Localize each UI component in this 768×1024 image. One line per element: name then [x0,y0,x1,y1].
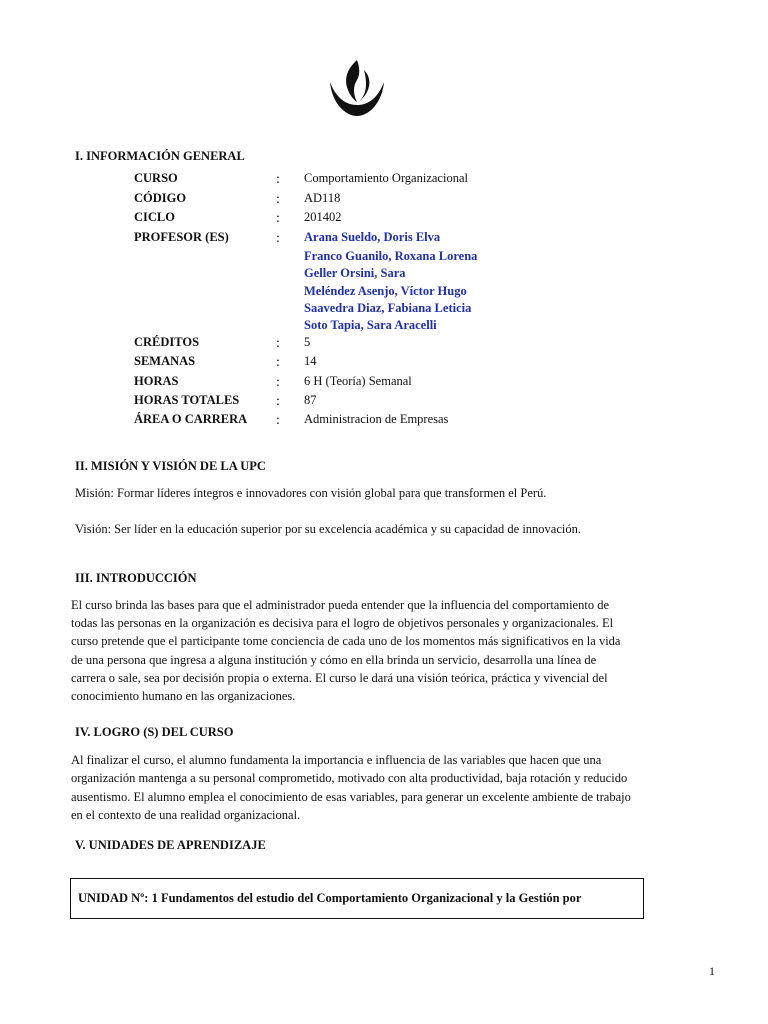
info-label: ÁREA O CARRERA [134,412,248,426]
section-heading-unidades: V. UNIDADES DE APRENDIZAJE [75,838,266,852]
professor-name: Soto Tapia, Sara Aracelli [304,318,437,332]
info-label: PROFESOR (ES) [134,230,229,244]
section-heading-introduccion: III. INTRODUCCIÓN [75,571,197,585]
section-heading-informacion-general: I. INFORMACIÓN GENERAL [75,149,245,163]
info-value: 87 [304,393,317,407]
section-heading-logro: IV. LOGRO (S) DEL CURSO [75,725,234,739]
logro-line: en el contexto de una realidad organizacional. [71,808,301,822]
info-label: CÓDIGO [134,191,187,205]
professor-name: Franco Guanilo, Roxana Lorena [304,249,478,263]
info-label: CURSO [134,171,178,185]
mision-text: Misión: Formar líderes íntegros e innovadores con visión global para que transformen el Perú. [75,486,547,500]
info-colon: : [276,211,280,226]
info-value: Administracion de Empresas [304,412,449,426]
info-label: SEMANAS [134,354,196,368]
info-colon: : [276,231,280,246]
intro-line: todas las personas en la organización es decisiva para el logro de objetivos personales y organizacionales. El [71,616,614,630]
page-number: 1 [709,964,715,978]
info-colon: : [276,355,280,370]
info-label: CICLO [134,210,175,224]
unit-title-box [70,878,644,919]
professor-name: Arana Sueldo, Doris Elva [304,230,441,244]
info-value: Comportamiento Organizacional [304,171,468,185]
intro-line: curso pretende que el participante tome conciencia de cada uno de los momentos más significativos en la vida [71,634,621,648]
professor-name: Geller Orsini, Sara [304,266,406,280]
info-colon: : [276,413,280,428]
intro-line: El curso brinda las bases para que el administrador pueda entender que la influencia del comportamiento de [71,598,609,612]
info-colon: : [276,336,280,351]
info-colon: : [276,172,280,187]
info-colon: : [276,394,280,409]
info-value: AD118 [304,191,341,205]
vision-text: Visión: Ser líder en la educación superior por su excelencia académica y su capacidad de innovación. [75,522,581,536]
logro-line: organización mantenga a su personal comprometido, motivado con alta productividad, baja rotación y reducido [71,771,628,785]
logro-line: Al finalizar el curso, el alumno fundamenta la importancia e influencia de las variables que hacen que una [71,753,602,767]
section-heading-mision-vision: II. MISIÓN Y VISIÓN DE LA UPC [75,459,266,473]
professor-name: Saavedra Diaz, Fabiana Leticia [304,301,472,315]
info-value: 5 [304,335,311,349]
info-colon: : [276,375,280,390]
unit-title: UNIDAD Nº: 1 Fundamentos del estudio del Comportamiento Organizacional y la Gestión por [78,891,582,905]
info-label: CRÉDITOS [134,335,200,349]
intro-line: conocimiento humano en las organizaciones. [71,689,296,703]
info-label: HORAS TOTALES [134,393,240,407]
info-value: 14 [304,354,317,368]
upc-flame-logo-icon [326,58,388,120]
logro-line: ausentismo. El alumno emplea el conocimiento de esas variables, para generar un excelente ambiente de trabajo [71,790,631,804]
info-label: HORAS [134,374,179,388]
professor-name: Meléndez Asenjo, Víctor Hugo [304,284,467,298]
info-value: 201402 [304,210,342,224]
intro-line: de una persona que ingresa a alguna institución y cómo en ella brinda un servicio, desarrolla una línea de [71,653,597,667]
intro-line: carrera o sale, sea por decisión propia o externa. El curso le dará una visión teórica, práctica y vivencial del [71,671,608,685]
info-value: 6 H (Teoría) Semanal [304,374,412,388]
info-colon: : [276,192,280,207]
